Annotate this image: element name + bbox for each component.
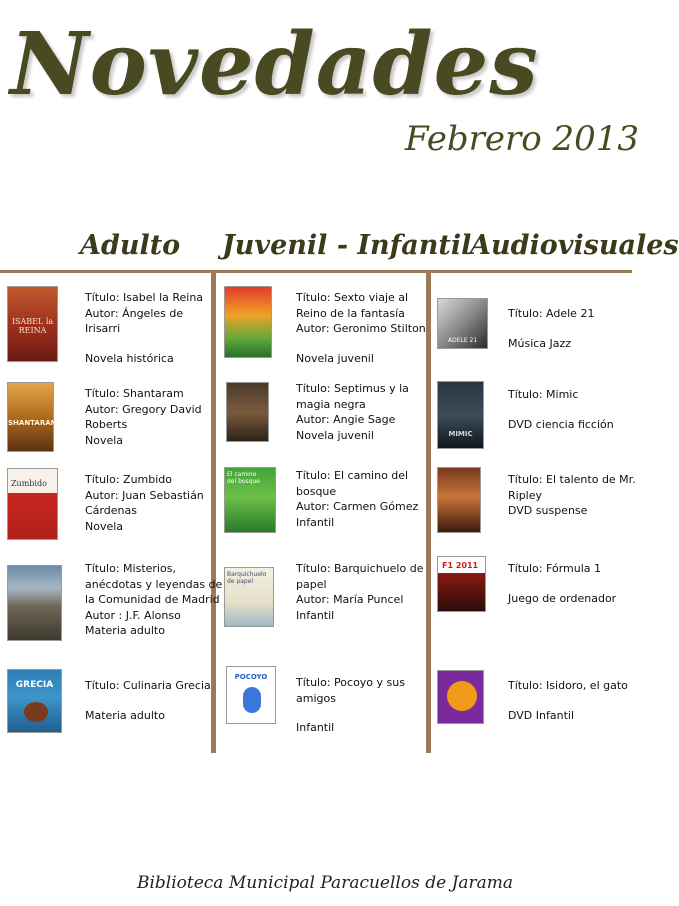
character-illustration: [243, 687, 261, 713]
item-text-zumbido: Título: Zumbido Autor: Juan Sebastián Cárdenas Novela: [85, 473, 204, 533]
item-text-adele: Título: Adele 21 Música Jazz: [508, 307, 595, 350]
page-subtitle: Febrero 2013: [405, 119, 640, 159]
footer-library-name: Biblioteca Municipal Paracuellos de Jarama: [136, 873, 514, 893]
book-cover-septimus[interactable]: [226, 382, 269, 442]
album-cover-adele[interactable]: ADELE 21: [437, 298, 488, 349]
item-text-ripley: Título: El talento de Mr. Ripley DVD suspense: [508, 473, 636, 517]
cat-illustration: [447, 681, 477, 711]
column-heading-juvenil: Juvenil - Infantil: [222, 230, 472, 261]
book-cover-zumbido[interactable]: Zumbido: [7, 468, 58, 540]
column-heading-adulto: Adulto: [80, 230, 181, 261]
item-text-misterios: Título: Misterios, anécdotas y leyendas de la Comunidad de Madrid Autor : J.F. Alonso Materia adulto: [85, 562, 223, 637]
page-title: Novedades: [10, 14, 539, 115]
item-text-pocoyo: Título: Pocoyo y sus amigos Infantil: [296, 676, 405, 734]
item-text-sexto-viaje: Título: Sexto viaje al Reino de la fantasía Autor: Geronimo Stilton Novela juvenil: [296, 291, 426, 365]
dvd-cover-isidoro[interactable]: [437, 670, 484, 724]
book-cover-camino-del-bosque[interactable]: El camino del bosque: [224, 467, 276, 533]
column-heading-audiovisuales: Audiovisuales: [470, 230, 679, 261]
item-text-camino: Título: El camino del bosque Autor: Carmen Gómez Infantil: [296, 469, 419, 529]
dvd-cover-talento-mr-ripley[interactable]: [437, 467, 481, 533]
item-text-barquichuelo: Título: Barquichuelo de papel Autor: María Puncel Infantil: [296, 562, 424, 622]
book-cover-barquichuelo[interactable]: Barquichuelo de papel: [224, 567, 274, 627]
dvd-cover-mimic[interactable]: MIMIC: [437, 381, 484, 449]
book-cover-shantaram[interactable]: SHANTARAM: [7, 382, 54, 452]
game-cover-formula-1[interactable]: F1 2011: [437, 556, 486, 612]
item-text-isabel: Título: Isabel la Reina Autor: Ángeles de Irisarri Novela histórica: [85, 291, 204, 365]
book-cover-sexto-viaje[interactable]: [224, 286, 272, 358]
item-text-culinaria: Título: Culinaria Grecia Materia adulto: [85, 679, 211, 722]
header-divider: [0, 270, 632, 273]
item-text-septimus: Título: Septimus y la magia negra Autor: Angie Sage Novela juvenil: [296, 382, 409, 442]
item-text-mimic: Título: Mimic DVD ciencia ficción: [508, 388, 614, 431]
book-cover-culinaria-grecia[interactable]: GRECIA: [7, 669, 62, 733]
item-text-shantaram: Título: Shantaram Autor: Gregory David Roberts Novela: [85, 387, 202, 447]
book-cover-isabel-la-reina[interactable]: ISABEL la REINA: [7, 286, 58, 362]
column-divider-left: [211, 270, 216, 753]
food-illustration: [24, 702, 48, 722]
book-cover-misterios[interactable]: [7, 565, 62, 641]
book-cover-pocoyo[interactable]: POCOYO: [226, 666, 276, 724]
item-text-formula-1: Título: Fórmula 1 Juego de ordenador: [508, 562, 617, 605]
item-text-isidoro: Título: Isidoro, el gato DVD Infantil: [508, 679, 628, 722]
column-divider-right: [426, 270, 431, 753]
